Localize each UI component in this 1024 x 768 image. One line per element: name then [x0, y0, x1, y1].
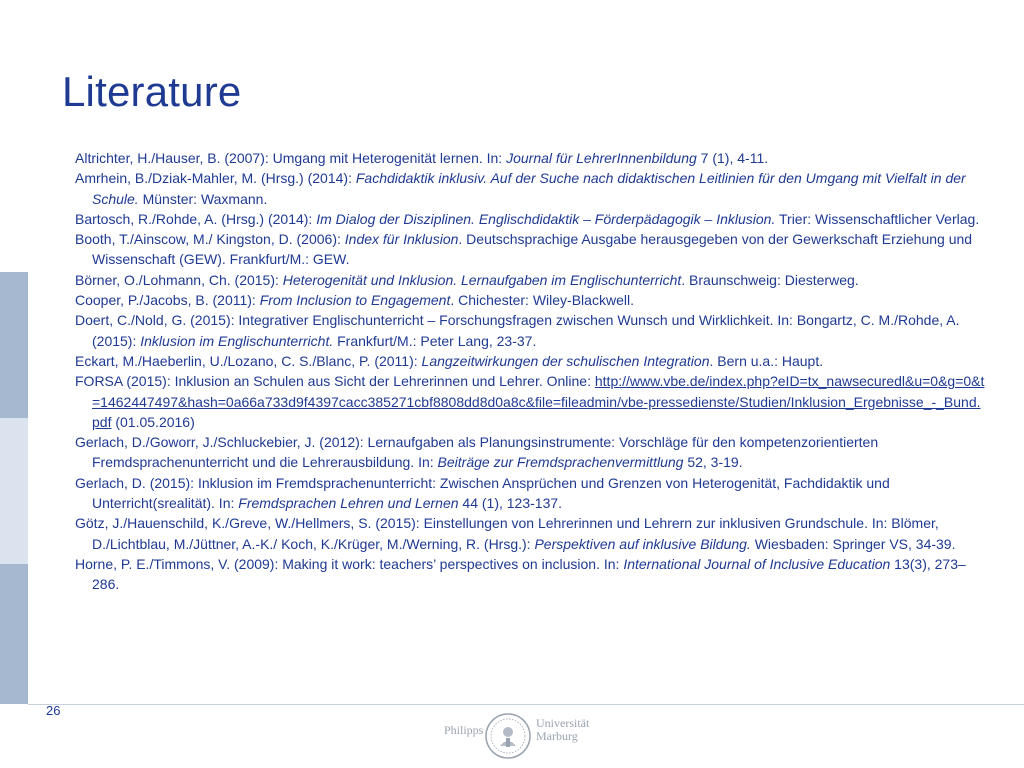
reference-entry: [75, 371, 987, 432]
reference-title-italic: Fachdidaktik inklusiv. Auf der Suche nach didaktischen Leitlinien für den Umgang mit Vielfalt in der Schule.: [92, 170, 966, 207]
reference-text: Münster: Waxmann.: [138, 190, 268, 207]
reference-text: . Chichester: Wiley-Blackwell.: [450, 292, 634, 309]
reference-entry: [75, 209, 987, 229]
reference-entry: [75, 229, 987, 270]
reference-text: Doert, C./Nold, G. (2015): Integrativer Englischunterricht – Forschungsfragen zwischen Wunsch und Wirklichkeit. In: Bongartz, C. M./Rohde, A. (2015):: [75, 312, 960, 349]
logo-word-marburg: Marburg: [536, 729, 578, 743]
reference-title-italic: Perspektiven auf inklusive Bildung.: [534, 535, 751, 552]
page-number: 26: [46, 703, 61, 718]
reference-title-italic: Heterogenität und Inklusion. Lernaufgaben im Englischunterricht: [282, 271, 682, 288]
reference-title-italic: Index für Inklusion: [344, 231, 459, 248]
reference-title-italic: Beiträge zur Fremdsprachenvermittlung: [437, 454, 684, 471]
logo-word-universitaet: [536, 717, 589, 743]
reference-text: 13(3), 273–286.: [92, 555, 966, 593]
reference-text: FORSA (2015): Inklusion an Schulen aus Sicht der Lehrerinnen und Lehrer. Online:: [75, 373, 595, 390]
reference-title-italic: International Journal of Inclusive Education: [623, 555, 891, 572]
reference-text: . Deutschsprachige Ausgabe herausgegeben von der Gewerkschaft Erziehung und Wissenschaft (GEW). Frankfurt/M.: GEW.: [92, 231, 973, 268]
reference-entry: [75, 432, 987, 473]
reference-entry: [75, 473, 987, 514]
reference-entry: [75, 270, 987, 290]
reference-entry: [75, 148, 987, 168]
reference-text: Gerlach, D./Goworr, J./Schluckebier, J. (2012): Lernaufgaben als Planungsinstrumente: Vorschläge für den kompetenzorientierten Fremdsprachenunterricht und die Lehrerausbildung. In:: [75, 434, 879, 471]
reference-text: Trier: Wissenschaftlicher Verlag.: [775, 210, 980, 227]
reference-text: 7 (1), 4-11.: [696, 150, 769, 166]
reference-entry: [75, 310, 987, 351]
reference-text: . Bern u.a.: Haupt.: [709, 352, 824, 369]
reference-text: Booth, T./Ainscow, M./ Kingston, D. (2006):: [75, 231, 345, 248]
slide-title: Literature: [62, 68, 242, 115]
reference-title-italic: Fremdsprachen Lehren und Lernen: [238, 495, 459, 512]
reference-list: [75, 148, 987, 595]
university-logo: [444, 708, 592, 764]
reference-text: 44 (1), 123-137.: [458, 495, 563, 512]
reference-text: Amrhein, B./Dziak-Mahler, M. (Hrsg.) (2014):: [75, 170, 356, 187]
reference-text: (01.05.2016): [111, 413, 195, 430]
sidebar-decoration-middle: [0, 418, 28, 564]
reference-text: Wiesbaden: Springer VS, 34-39.: [750, 535, 956, 552]
reference-text: Gerlach, D. (2015): Inklusion im Fremdsprachenunterricht: Zwischen Ansprüchen und Grenzen von Heterogenität, Fachdidaktik und Unterricht(srealität). In:: [75, 474, 890, 512]
sidebar-decoration-top: [0, 272, 28, 418]
reference-text: Eckart, M./Haeberlin, U./Lozano, C. S./Blanc, P. (2011):: [75, 352, 422, 369]
footer-divider: [28, 704, 1024, 705]
reference-title-italic: Langzeitwirkungen der schulischen Integration: [421, 352, 710, 369]
sidebar-decoration-bottom: [0, 564, 28, 704]
reference-title-italic: Journal für LehrerInnenbildung: [506, 150, 697, 166]
reference-entry: [75, 351, 987, 371]
reference-title-italic: Im Dialog der Disziplinen. Englischdidaktik – Förderpädagogik – Inklusion.: [316, 210, 776, 227]
reference-text: . Braunschweig: Diesterweg.: [681, 271, 859, 288]
logo-word-universitaet-line1: Universität: [536, 716, 590, 730]
reference-text: Horne, P. E./Timmons, V. (2009): Making it work: teachers’ perspectives on inclusion. In:: [75, 555, 624, 572]
university-seal-icon: [484, 712, 532, 760]
reference-title-italic: From Inclusion to Engagement: [259, 292, 451, 309]
reference-text: 52, 3-19.: [683, 454, 743, 471]
reference-entry: [75, 290, 987, 310]
reference-text: Bartosch, R./Rohde, A. (Hrsg.) (2014):: [75, 210, 317, 227]
reference-entry: [75, 513, 987, 554]
reference-link[interactable]: http://www.vbe.de/index.php?eID=tx_nawsecuredl&u=0&g=0&t=1462447497&hash=0a66a733d9f4397cacc385271cbf8808dd8d0a8c&file=fileadmin/vbe-pressedienste/Studien/Inklusion_Ergebnisse_-_Bund.pdf: [92, 373, 985, 430]
reference-title-italic: Inklusion im Englischunterricht.: [140, 332, 334, 349]
reference-text: Börner, O./Lohmann, Ch. (2015):: [75, 271, 283, 288]
reference-entry: [75, 554, 987, 595]
logo-word-philipps: Philipps: [444, 723, 484, 737]
reference-text: Götz, J./Hauenschild, K./Greve, W./Hellmers, S. (2015): Einstellungen von Lehrerinnen und Lehrern zur inklusiven Grundschule. In: Blömer, D./Lichtblau, M./Jüttner, A.-K./ Koch, K./Krüger, M./Werning, R. (Hrsg.):: [75, 515, 939, 552]
reference-text: Cooper, P./Jacobs, B. (2011):: [75, 292, 260, 309]
reference-text: Altrichter, H./Hauser, B. (2007): Umgang mit Heterogenität lernen. In:: [75, 150, 507, 166]
reference-entry: [75, 168, 987, 209]
reference-text: Frankfurt/M.: Peter Lang, 23-37.: [333, 332, 537, 349]
